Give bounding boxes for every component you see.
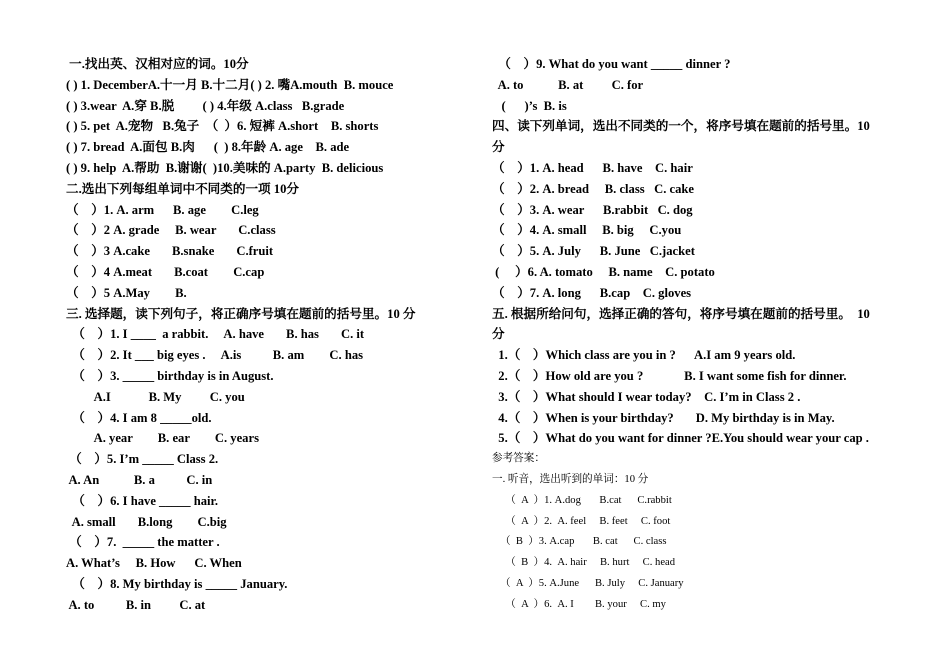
right-column-line: （ ）1. A. head B. have C. hair [492,160,693,175]
right-column-line: （ A ）5. A.June B. July C. January [492,577,684,589]
right-column-line: （ B ）4. A. hair B. hurt C. head [492,557,676,569]
right-column-line: ( )’s B. is [492,98,567,113]
left-column-line: A.I B. My C. you [66,389,245,404]
right-column-line: （ A ）2. A. feel B. feet C. foot [492,515,671,527]
left-column-line: （ ）3 A.cake B.snake C.fruit [66,244,274,259]
right-column-line: （ ）9. What do you want _____ dinner ? [492,57,731,71]
left-column-line: A. to B. in C. at [66,597,206,612]
left-column-line: 三. 选择题，读下列句子，将正确序号填在题前的括号里。10 分 [66,306,416,321]
left-column-line: （ ）2 A. grade B. wear C.class [66,223,276,238]
left-column-line: （ ）2. It ___ big eyes . A.is B. am C. has [66,348,364,363]
right-column-line: 3.（ ）What should I wear today? C. I’m in Class 2 . [492,389,801,404]
right-column-line: （ ）5. A. July B. June C.jacket [492,244,695,259]
right-column-line: （ B ）3. A.cap B. cat C. class [492,536,667,548]
right-column-line: 分 [492,327,505,342]
right-column-line: 一. 听音，选出听到的单词：10 分 [492,473,649,485]
left-column-line: （ ）7. _____ the matter . [66,535,220,550]
right-column-line: 2.（ ）How old are you ? B. I want some fish for dinner. [492,368,847,383]
right-column-line: 五. 根据所给问句，选择正确的答句，将序号填在题前的括号里。 10 [492,306,870,321]
right-column-line: （ A ）1. A.dog B.cat C.rabbit [492,494,672,506]
left-column-line: 二.选出下列每组单词中不同类的一项 10分 [66,181,299,196]
right-column-line: 分 [492,140,505,155]
left-column-line: （ ）8. My birthday is _____ January. [66,576,288,591]
right-column-line: ( ）6. A. tomato B. name C. potato [492,264,715,279]
right-column-line: （ A ）6. A. I B. your C. my [492,598,666,610]
left-column-line: （ ）3. _____ birthday is in August. [66,368,274,383]
left-column-line: （ ）1. A. arm B. age C.leg [66,202,259,217]
left-column-line: （ ）5 A.May B. [66,285,187,300]
left-column-line: ( ) 1. DecemberA.十一月 B.十二月( ) 2. 嘴A.mouth B. mouce [66,77,394,92]
left-column-line: A. What’s B. How C. When [66,556,242,571]
left-column-line: ( ) 3.wear A.穿 B.脱 ( ) 4.年级 A.class B.grade [66,98,345,113]
left-column-line: （ ）4 A.meat B.coat C.cap [66,264,265,279]
right-column-line: 参考答案： [492,453,545,465]
left-column-line: （ ）1. I ____ a rabbit. A. have B. has C. it [66,327,365,342]
right-column-line: 四、读下列单词，选出不同类的一个，将序号填在题前的括号里。10 [492,119,870,134]
left-column-line: （ ）4. I am 8 _____old. [66,410,212,425]
left-column [66,54,486,616]
left-column-line: 一.找出英、汉相对应的词。10分 [66,57,249,71]
left-column-line: ( ) 5. pet A.宠物 B.兔子 （ ）6. 短裤 A.short B. shorts [66,119,379,134]
right-column-line: （ ）7. A. long B.cap C. gloves [492,285,692,300]
left-column-line: A. year B. ear C. years [66,431,259,446]
left-column-line: ( ) 7. bread A.面包 B.肉 ( ) 8.年龄 A. age B. ade [66,140,350,155]
right-column [492,54,912,616]
right-column-line: 5.（ ）What do you want for dinner ?E.You should wear your cap . [492,431,869,446]
right-column-line: A. to B. at C. for [492,77,644,92]
right-column-line: （ ）2. A. bread B. class C. cake [492,181,694,196]
left-column-line: ( ) 9. help A.帮助 B.谢谢( )10.美味的 A.party B. delicious [66,160,384,175]
left-column-line: A. An B. a C. in [66,472,213,487]
left-column-line: （ ）5. I’m _____ Class 2. [66,452,219,467]
right-column-line: （ ）4. A. small B. big C.you [492,223,682,238]
right-column-line: 4.（ ）When is your birthday? D. My birthday is in May. [492,410,835,425]
left-column-line: A. small B.long C.big [66,514,227,529]
left-column-line: （ ）6. I have _____ hair. [66,493,219,508]
right-column-line: （ ）3. A. wear B.rabbit C. dog [492,202,693,217]
right-column-line: 1.（ ）Which class are you in ? A.I am 9 years old. [492,348,796,363]
